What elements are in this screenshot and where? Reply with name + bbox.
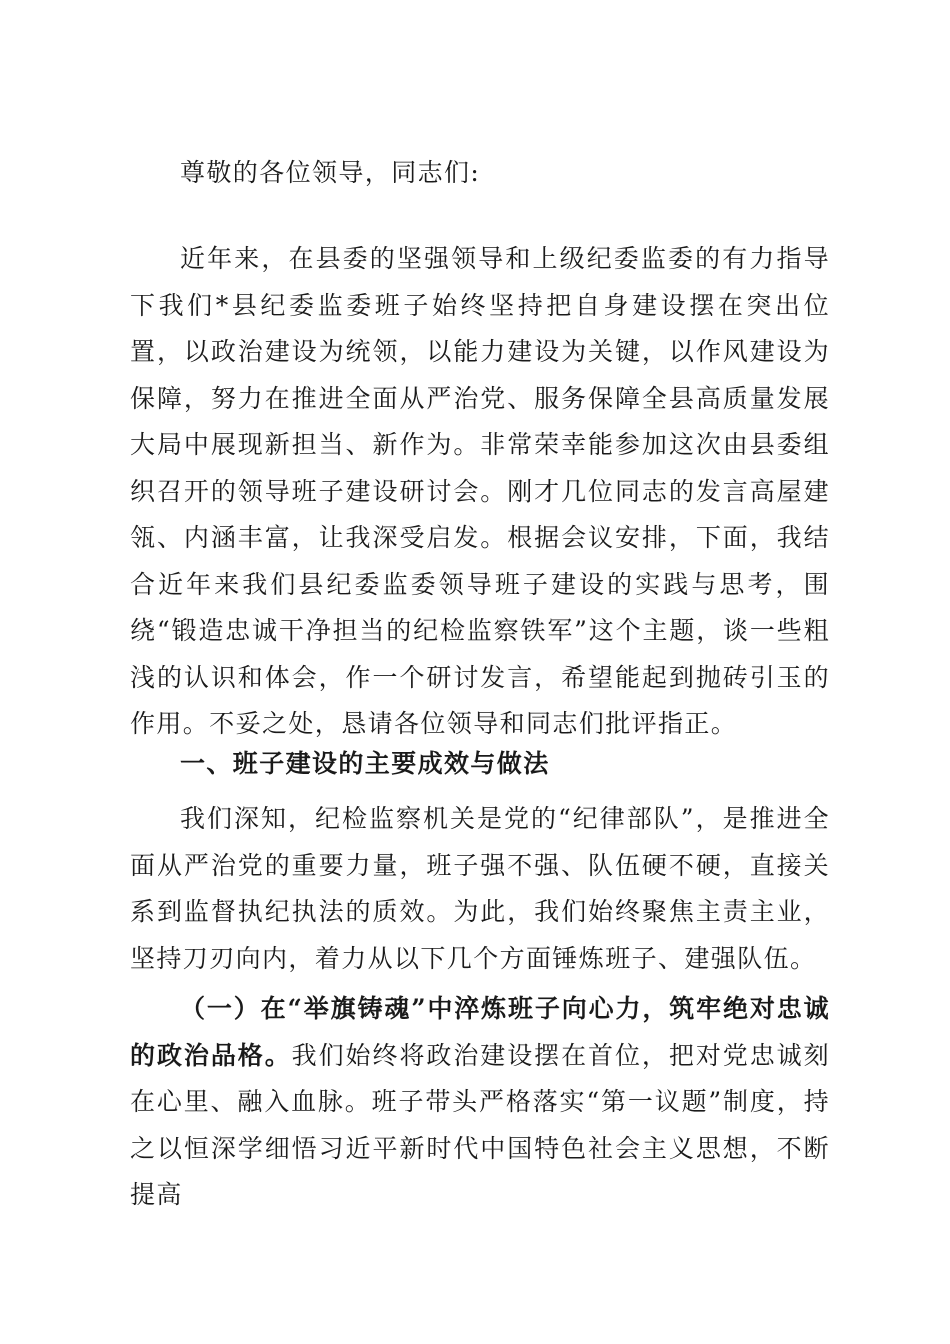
subsection-1-heading: （一）在“举旗铸魂”中淬炼班子向心力，筑牢绝对忠诚的政治品格。 — [130, 994, 830, 1070]
section-heading-1: 一、班子建设的主要成效与做法 — [180, 749, 550, 778]
intro-paragraph: 近年来，在县委的坚强领导和上级纪委监委的有力指导下我们*县纪委监委班子始终坚持把自身建设摆在突出位置，以政治建设为统领，以能力建设为关键，以作风建设为保障，努力在推进全面从严治党、服务保障全县高质量发展大局中展现新担当、新作为。非常荣幸能参加这次由县委组织召开的领导班子建设研讨会。刚才几位同志的发言高屋建瓴、内涵丰富，让我深受启发。根据会议安排，下面，我结合近年来我们县纪委监委领导班子建设的实践与思考，围绕“锻造忠诚干净担当的纪检监察铁军”这个主题，谈一些粗浅的认识和体会，作一个研讨发言，希望能起到抛砖引玉的作用。不妥之处，恳请各位领导和同志们批评指正。 — [130, 244, 830, 738]
subsection-1-paragraph — [130, 986, 830, 1219]
section-1-paragraph: 我们深知，纪检监察机关是党的“纪律部队”，是推进全面从严治党的重要力量，班子强不强、队伍硬不硬，直接关系到监督执纪执法的质效。为此，我们始终聚焦主责主业，坚持刀刃向内，着力从以下几个方面锤炼班子、建强队伍。 — [130, 804, 830, 973]
subsection-1-body: 我们始终将政治建设摆在首位，把对党忠诚刻在心里、融入血脉。班子带头严格落实“第一议题”制度，持之以恒深学细悟习近平新时代中国特色社会主义思想，不断提高 — [130, 1040, 830, 1209]
salutation: 尊敬的各位领导，同志们: — [180, 158, 481, 187]
